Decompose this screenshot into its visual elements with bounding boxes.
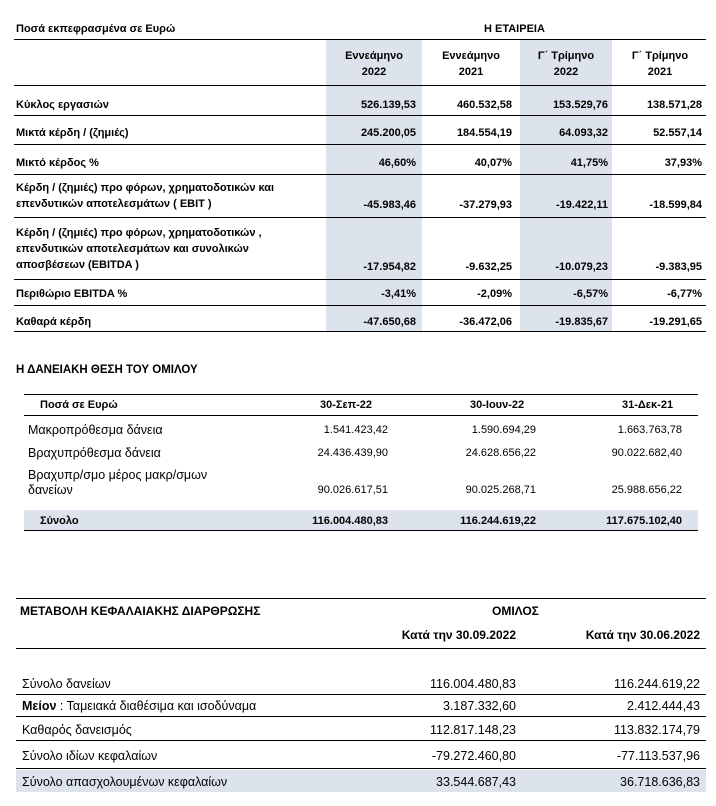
cell-value: 138.571,28: [646, 99, 702, 111]
cell-value: -9.632,25: [465, 261, 512, 273]
column-header: Κατά την 30.06.2022: [585, 628, 700, 642]
debt-table: [24, 394, 698, 534]
row-rule: [14, 305, 706, 306]
cell-value: 90.025.268,71: [465, 484, 536, 496]
cell-value: -37.279,93: [459, 199, 512, 211]
cell-value: 460.532,58: [456, 99, 512, 111]
total-value: 116.244.619,22: [460, 515, 536, 527]
cell-value: -18.599,84: [649, 199, 702, 211]
company-results-table: [14, 18, 706, 332]
debt-section-title: Η ΔΑΝΕΙΑΚΗ ΘΕΣΗ ΤΟΥ ΟΜΙΛΟΥ: [16, 364, 198, 376]
row-label: Μακροπρόθεσμα δάνεια: [28, 423, 163, 437]
table-rule: [24, 394, 698, 395]
total-label: Σύνολο: [40, 515, 79, 527]
cell-value: 90.022.682,40: [611, 447, 682, 459]
cell-value: 46,60%: [378, 157, 416, 169]
column-header: Εννεάμηνο 2022: [345, 50, 403, 78]
cell-value: 25.988.656,22: [611, 484, 682, 496]
cell-value: -45.983,46: [363, 199, 416, 211]
row-label: Καθαρός δανεισμός: [22, 723, 132, 737]
row-rule: [14, 279, 706, 280]
row-label: Κέρδη / (ζημιές) προ φόρων, χρηματοδοτικών , επενδυτικών αποτελεσμάτων και συνολικών αποσβέσεων (EBITDA ): [16, 227, 262, 271]
table-rule: [16, 598, 706, 599]
column-header: 30-Ιουν-22: [470, 399, 525, 411]
cell-value: -3,41%: [381, 288, 416, 300]
row-label: Μικτό κέρδος %: [16, 157, 99, 169]
cell-value: -2,09%: [477, 288, 512, 300]
capital-section-title: ΜΕΤΑΒΟΛΗ ΚΕΦΑΛΑΙΑΚΗΣ ΔΙΑΡΘΡΩΣΗΣ: [20, 604, 261, 618]
table-rule: [16, 740, 706, 741]
row-label: Σύνολο ιδίων κεφαλαίων: [22, 749, 158, 763]
table-rule: [24, 530, 698, 531]
cell-value: 37,93%: [664, 157, 702, 169]
cell-value: 112.817.148,23: [430, 723, 516, 737]
table-rule: [16, 648, 706, 649]
cell-value: 2.412.444,43: [627, 699, 700, 713]
row-rule: [14, 331, 706, 332]
row-label: Βραχυπρ/σμο μέρος μακρ/σμων δανείων: [28, 468, 208, 497]
cell-value: -19.422,11: [556, 199, 608, 211]
table-rule: [24, 415, 698, 416]
cell-value: 116.004.480,83: [430, 677, 516, 691]
total-value: 33.544.687,43: [436, 775, 516, 789]
total-value: 116.004.480,83: [312, 515, 388, 527]
cell-value: 153.529,76: [552, 99, 608, 111]
cell-value: 1.541.423,42: [323, 424, 388, 436]
cell-value: -79.272.460,80: [431, 749, 516, 763]
cell-value: 113.832.174,79: [614, 723, 700, 737]
row-label: Κύκλος εργασιών: [16, 99, 109, 111]
cell-value: -77.113.537,96: [616, 749, 700, 763]
cell-value: 116.244.619,22: [614, 677, 700, 691]
cell-value: 245.200,05: [360, 127, 416, 139]
row-label: Βραχυπρόθεσμα δάνεια: [28, 446, 161, 460]
column-header: Γ΄ Τρίμηνο 2022: [537, 50, 595, 78]
cell-value: 526.139,53: [360, 99, 416, 111]
cell-value: 52.557,14: [653, 127, 702, 139]
row-label: Καθαρά κέρδη: [16, 316, 92, 328]
cell-value: 1.663.763,78: [617, 424, 682, 436]
cell-value: 3.187.332,60: [443, 699, 516, 713]
cell-value: -19.835,67: [555, 316, 608, 328]
row-rule: [14, 144, 706, 145]
table-rule: [16, 694, 706, 695]
column-header: Γ΄ Τρίμηνο 2021: [631, 50, 689, 78]
total-value: 117.675.102,40: [606, 515, 682, 527]
cell-value: -36.472,06: [459, 316, 512, 328]
cell-value: 41,75%: [570, 157, 608, 169]
cell-value: -47.650,68: [363, 316, 416, 328]
cell-value: -9.383,95: [655, 261, 702, 273]
capital-structure-table: [16, 598, 706, 798]
total-value: 36.718.636,83: [620, 775, 700, 789]
row-label: Περιθώριο EBITDA %: [16, 288, 128, 300]
cell-value: 40,07%: [474, 157, 512, 169]
column-header: 31-Δεκ-21: [622, 399, 674, 411]
cell-value: 1.590.694,29: [471, 424, 536, 436]
row-rule: [14, 85, 706, 86]
row-rule: [14, 115, 706, 116]
table-rule: [16, 716, 706, 717]
cell-value: -17.954,82: [363, 261, 416, 273]
cell-value: 184.554,19: [456, 127, 512, 139]
entity-header: ΟΜΙΛΟΣ: [492, 604, 539, 618]
cell-value: -6,57%: [573, 288, 608, 300]
column-header: 30-Σεπ-22: [320, 399, 373, 411]
total-label: Σύνολο απασχολουμένων κεφαλαίων: [22, 775, 228, 789]
currency-note: Ποσά εκπεφρασμένα σε Ευρώ: [16, 23, 176, 35]
cell-value: 90.026.617,51: [317, 484, 388, 496]
row-label: Σύνολο δανείων: [22, 677, 111, 691]
cell-value: -10.079,23: [555, 261, 608, 273]
column-header: Εννεάμηνο 2021: [442, 50, 500, 78]
header-rule: [14, 39, 706, 40]
row-label: Μικτά κέρδη / (ζημιές): [16, 127, 129, 139]
entity-header: Η ΕΤΑΙΡΕΙΑ: [484, 23, 545, 35]
cell-value: 64.093,32: [559, 127, 608, 139]
row-label: Μείον : Ταμειακά διαθέσιμα και ισοδύναμα: [22, 699, 257, 713]
column-header: Κατά την 30.09.2022: [401, 628, 516, 642]
cell-value: -19.291,65: [649, 316, 702, 328]
row-label: Κέρδη / (ζημιές) προ φόρων, χρηματοδοτικών και επενδυτικών αποτελεσμάτων ( EBIT ): [16, 182, 275, 210]
currency-note: Ποσά σε Ευρώ: [40, 399, 118, 411]
cell-value: 24.628.656,22: [465, 447, 536, 459]
cell-value: 24.436.439,90: [317, 447, 388, 459]
row-rule: [14, 217, 706, 218]
cell-value: -6,77%: [667, 288, 702, 300]
table-rule: [16, 768, 706, 769]
row-rule: [14, 174, 706, 175]
